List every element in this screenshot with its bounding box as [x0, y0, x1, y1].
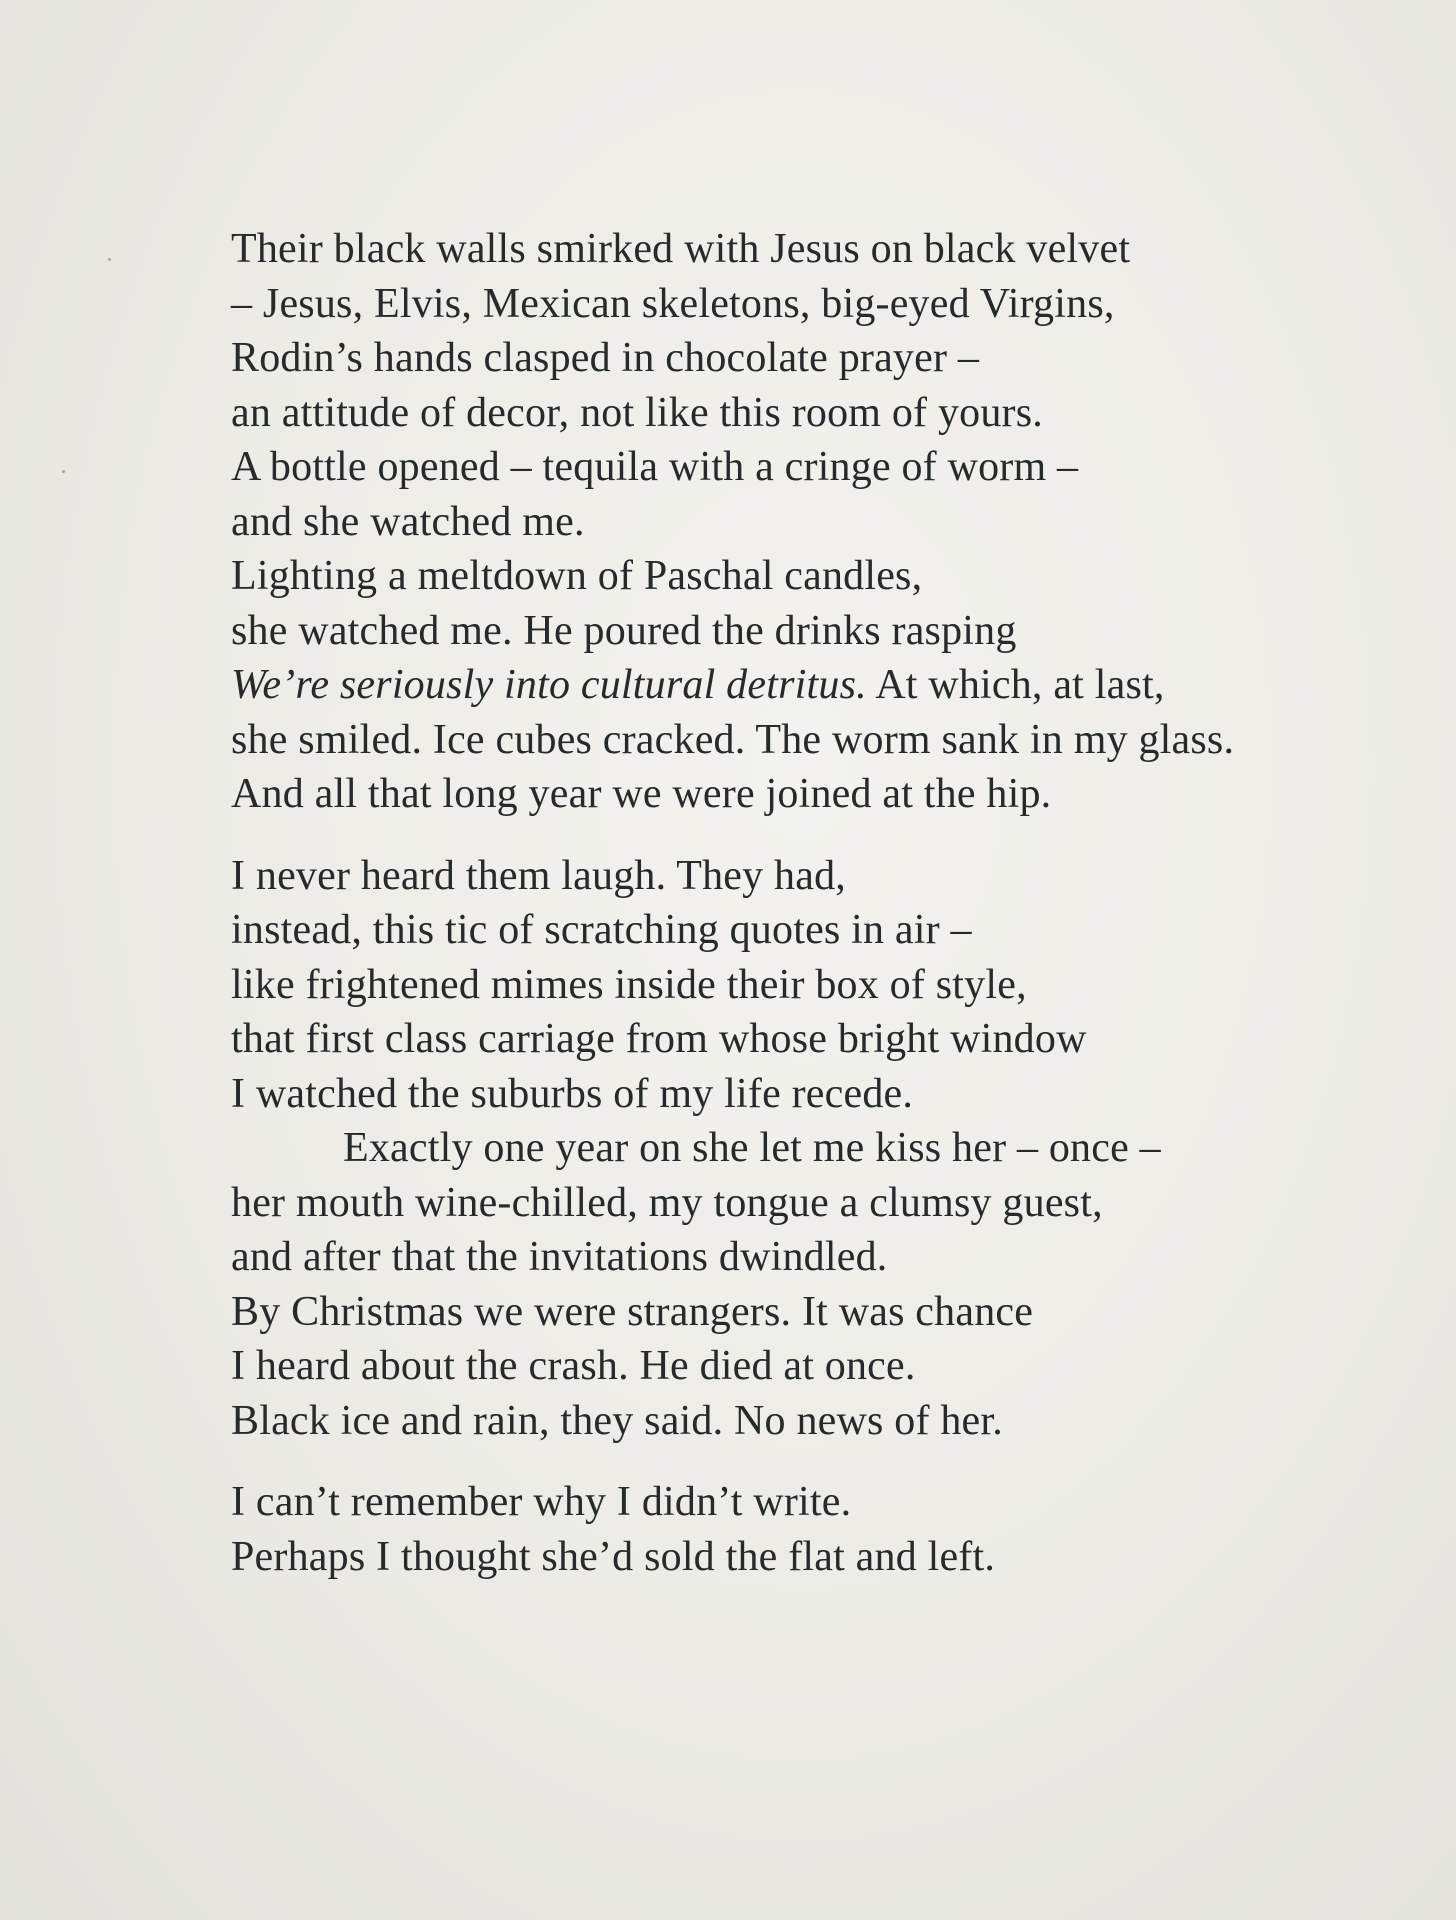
poem-line: and after that the invitations dwindled.	[231, 1234, 888, 1280]
poem-line: I watched the suburbs of my life recede.	[231, 1070, 914, 1117]
poem-line: By Christmas we were strangers. It was chance	[231, 1288, 1034, 1335]
poem-line: an attitude of decor, not like this room of yours.	[231, 389, 1043, 436]
poem-line-indented: Exactly one year on she let me kiss her – once –	[343, 1125, 1161, 1171]
poem-line	[231, 658, 1411, 713]
stanza-1	[231, 222, 1411, 822]
poem-line: instead, this tic of scratching quotes in air –	[231, 907, 972, 953]
poem-line: that first class carriage from whose bright window	[231, 1016, 1087, 1062]
poem-line: – Jesus, Elvis, Mexican skeletons, big-eyed Virgins,	[231, 280, 1115, 327]
poem-line: her mouth wine-chilled, my tongue a clumsy guest,	[231, 1179, 1103, 1226]
paper-speck	[62, 470, 65, 473]
poem-line: I heard about the crash. He died at once.	[231, 1343, 916, 1389]
poem-line: Their black walls smirked with Jesus on black velvet	[231, 226, 1131, 272]
paper-speck	[108, 258, 111, 261]
poem-line: Perhaps I thought she’d sold the flat and left.	[231, 1533, 996, 1580]
line-continuation: At which, at last,	[866, 662, 1165, 708]
poem-line: Rodin’s hands clasped in chocolate prayer –	[231, 335, 980, 381]
poem-line: and she watched me.	[231, 498, 585, 545]
poem-line: she smiled. Ice cubes cracked. The worm sank in my glass.	[231, 716, 1235, 763]
poem-line: I can’t remember why I didn’t write.	[231, 1479, 852, 1525]
italic-quote: We’re seriously into cultural detritus.	[231, 662, 867, 708]
stanza-3	[231, 1475, 1411, 1584]
poem-line: I never heard them laugh. They had,	[231, 852, 846, 899]
poem-text	[231, 222, 1411, 1611]
poem-line: Lighting a meltdown of Paschal candles,	[231, 553, 923, 599]
poem-line: A bottle opened – tequila with a cringe of worm –	[231, 444, 1079, 490]
stanza-2	[231, 849, 1411, 1449]
poem-line: like frightened mimes inside their box of style,	[231, 961, 1027, 1008]
poem-line: Black ice and rain, they said. No news of her.	[231, 1397, 1003, 1444]
poem-line: And all that long year we were joined at the hip.	[231, 771, 1052, 817]
poem-line: she watched me. He poured the drinks rasping	[231, 607, 1017, 654]
